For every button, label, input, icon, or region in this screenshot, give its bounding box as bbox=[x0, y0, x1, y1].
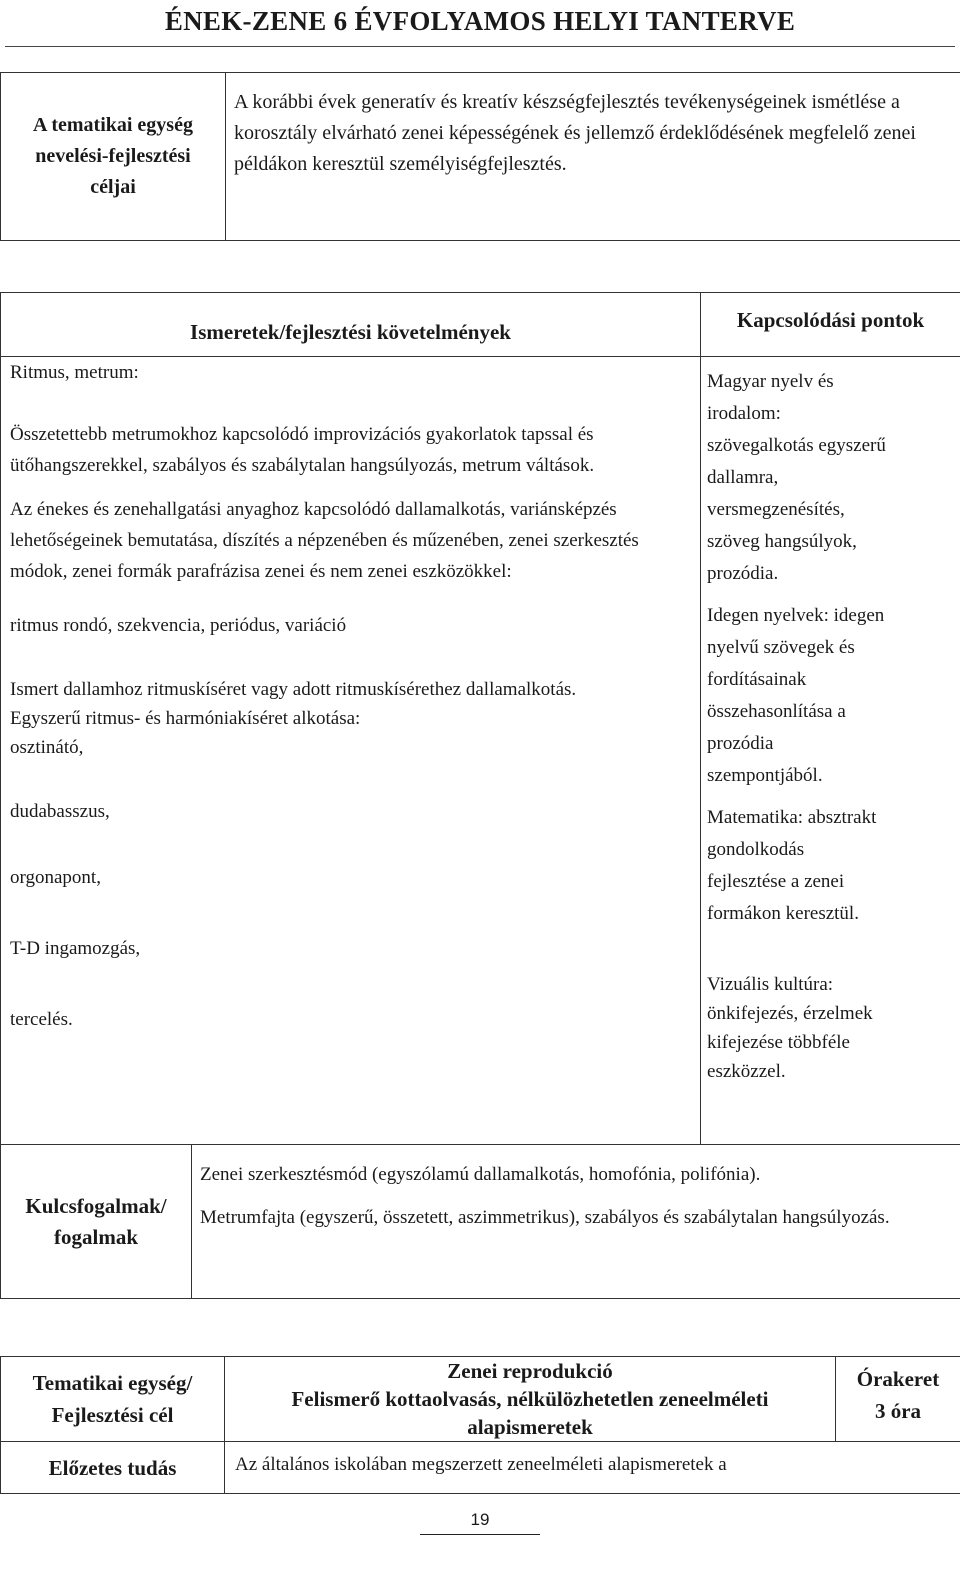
keyconcept-paragraph: Zenei szerkesztésmód (egyszólamú dallamalkotás, homofónia, polifónia). bbox=[200, 1164, 761, 1185]
requirements-table bbox=[0, 292, 960, 1299]
prior-knowledge-label: Előzetes tudás bbox=[1, 1442, 225, 1494]
links-header: Kapcsolódási pontok bbox=[701, 293, 960, 357]
document-title: ÉNEK-ZENE 6 ÉVFOLYAMOS HELYI TANTERVE bbox=[164, 6, 796, 36]
goals-table bbox=[0, 72, 960, 241]
requirement-paragraph: ritmus rondó, szekvencia, periódus, variáció bbox=[10, 615, 347, 636]
keyconcepts-label: Kulcsfogalmak/ fogalmak bbox=[1, 1145, 192, 1299]
prior-knowledge-text: Az általános iskolában megszerzett zeneelméleti alapismeretek a bbox=[225, 1442, 960, 1494]
goals-label-line: A tematikai egység bbox=[33, 114, 193, 136]
goals-label-line: céljai bbox=[90, 176, 136, 198]
requirement-paragraph: T-D ingamozgás, bbox=[10, 938, 141, 959]
footer-divider bbox=[420, 1534, 540, 1535]
page-number: 19 bbox=[470, 1510, 490, 1529]
unit-title: Zenei reprodukció Felismerő kottaolvasás, nélkülözhetetlen zeneelméleti alapismeretek bbox=[225, 1357, 836, 1442]
requirement-paragraph: Ismert dallamhoz ritmuskíséret vagy adott ritmuskísérethez dallamalkotás. bbox=[10, 679, 577, 700]
requirements-header: Ismeretek/fejlesztési követelmények bbox=[1, 293, 701, 357]
link-block-languages: Idegen nyelvek: idegen nyelvű szövegek és fordításainak összehasonlítása a prozódia szempontjából. bbox=[707, 605, 885, 786]
requirement-paragraph: tercelés. bbox=[10, 1009, 73, 1030]
unit-hours: Órakeret 3 óra bbox=[836, 1357, 960, 1442]
requirements-body bbox=[1, 357, 701, 1145]
requirement-paragraph: dudabasszus, bbox=[10, 801, 110, 822]
goals-label bbox=[1, 73, 226, 241]
keyconcept-paragraph: Metrumfajta (egyszerű, összetett, aszimmetrikus), szabályos és szabálytalan hangsúlyozás. bbox=[200, 1207, 890, 1228]
requirement-paragraph: Egyszerű ritmus- és harmóniakíséret alkotása: bbox=[10, 708, 361, 729]
unit-table bbox=[0, 1356, 960, 1494]
requirement-paragraph: Az énekes és zenehallgatási anyaghoz kapcsolódó dallamalkotás, variánsképzés lehetőségeinek bemutatása, díszítés a népzenében és műzenében, zenei szerkesztés módok, zenei formák parafrázisa zenei és nem zenei eszközökkel: bbox=[10, 499, 639, 582]
link-block-visual: Vizuális kultúra: önkifejezés, érzelmek kifejezése többféle eszközzel. bbox=[707, 974, 873, 1082]
goals-label-line: nevelési-fejlesztési bbox=[35, 145, 191, 167]
document-header bbox=[0, 0, 960, 48]
unit-label: Tematikai egység/ Fejlesztési cél bbox=[1, 1357, 225, 1442]
link-block-hungarian: Magyar nyelv és irodalom: szövegalkotás egyszerű dallamra, versmegzenésítés, szöveg hangsúlyok, prozódia. bbox=[707, 371, 886, 584]
link-block-math: Matematika: absztrakt gondolkodás fejlesztése a zenei formákon keresztül. bbox=[707, 807, 877, 924]
requirement-paragraph: orgonapont, bbox=[10, 867, 101, 888]
requirement-paragraph: Összetettebb metrumokhoz kapcsolódó improvizációs gyakorlatok tapssal és ütőhangszerekkel, szabályos és szabálytalan hangsúlyozás, metrum váltások. bbox=[10, 424, 595, 476]
requirement-paragraph: osztinátó, bbox=[10, 737, 84, 758]
header-divider bbox=[5, 46, 955, 47]
keyconcepts-text bbox=[192, 1145, 960, 1299]
links-cell bbox=[701, 357, 960, 1145]
goals-text: A korábbi évek generatív és kreatív készségfejlesztés tevékenységeinek ismétlése a korosztály elvárható zenei képességének és jellemző érdeklődésének megfelelő zenei példákon keresztül személyiségfejlesztés. bbox=[226, 73, 960, 241]
ritmus-heading: Ritmus, metrum: bbox=[10, 362, 139, 383]
